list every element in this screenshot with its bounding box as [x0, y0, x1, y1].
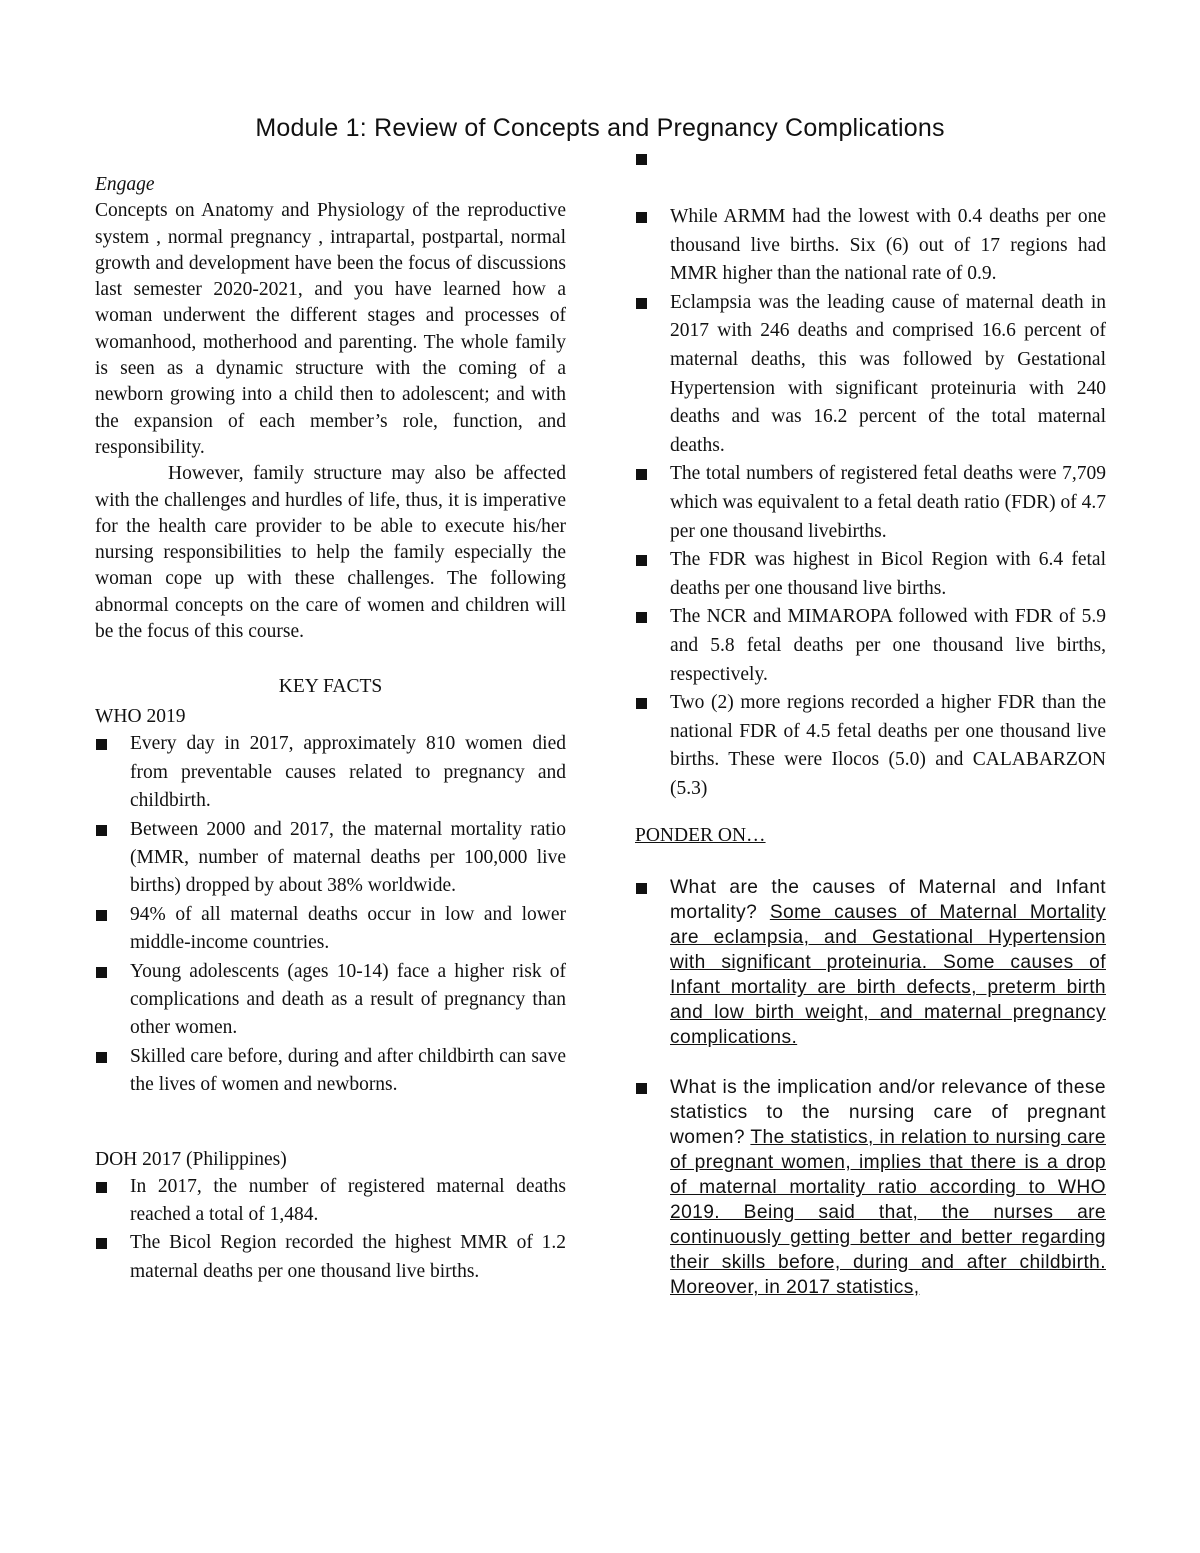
- ponder-questions: [635, 875, 1106, 1300]
- list-item: Between 2000 and 2017, the maternal mortality ratio (MMR, number of maternal deaths per 100,000 live births) dropped by about 38% worldwide.: [95, 816, 566, 901]
- intro-paragraph: Concepts on Anatomy and Physiology of the reproductive system , normal pregnancy , intrapartal, postpartal, normal growth and development have been the focus of discussions last semester 2020-2021, and you have learned how a woman underwent the different stages and processes of womanhood, motherhood and parenting. The whole family is seen as a dynamic structure with the coming of a newborn growing into a child then to adolescent; and with the expansion of each member’s role, function, and responsibility.: [95, 200, 566, 458]
- square-bullet-icon: [636, 469, 647, 480]
- square-bullet-icon: [96, 739, 107, 750]
- list-item: Two (2) more regions recorded a higher FDR than the national FDR of 4.5 fetal deaths per one thousand live births. These were Ilocos (5.0) and CALABARZON (5.3): [635, 689, 1106, 803]
- square-bullet-icon: [636, 154, 647, 165]
- ponder-question-1: [635, 875, 1106, 1050]
- square-bullet-icon: [96, 825, 107, 836]
- square-bullet-icon: [96, 1238, 107, 1249]
- empty-list-item: [635, 145, 1106, 173]
- list-item: The NCR and MIMAROPA followed with FDR of 5.9 and 5.8 fetal deaths per one thousand live births, respectively.: [635, 603, 1106, 689]
- square-bullet-icon: [96, 1052, 107, 1063]
- list-item: Eclampsia was the leading cause of maternal death in 2017 with 246 deaths and comprised 16.6 percent of maternal deaths, this was followed by Gestational Hypertension with significant proteinuria with 240 deaths and was 16.2 percent of the total maternal deaths.: [635, 289, 1106, 461]
- square-bullet-icon: [636, 883, 647, 894]
- list-item: Every day in 2017, approximately 810 women died from preventable causes related to pregnancy and childbirth.: [95, 730, 566, 815]
- doh-facts-list: [95, 1173, 566, 1287]
- square-bullet-icon: [636, 555, 647, 566]
- answer-text: The statistics, in relation to nursing care of pregnant women, implies that there is a drop of maternal mortality ratio according to WHO 2019. Being said that, the nurses are continuously getting better and better regarding their skills before, during and after childbirth. Moreover, in 2017 statistics,: [670, 1127, 1106, 1299]
- who-facts-list: [95, 730, 566, 1099]
- question-text: What are the causes of Maternal and Infant mortality?: [670, 877, 1106, 924]
- key-facts-heading: KEY FACTS: [278, 676, 383, 698]
- second-paragraph: However, family structure may also be affected with the challenges and hurdles of life, thus, it is imperative for the health care provider to be able to execute his/her nursing responsibilities to help the family especially the woman cope up with these challenges. The following abnormal concepts on the care of women and children will be the focus of this course.: [95, 463, 566, 643]
- right-column: [635, 172, 1106, 1300]
- doh-facts-list-continued: [635, 203, 1106, 803]
- answer-text: Some causes of Maternal Mortality are eclampsia, and Gestational Hypertension with significant proteinuria. Some causes of Infant mortality are birth defects, preterm birth and low birth weight, and maternal pregnancy complications.: [670, 902, 1107, 1049]
- doh-heading: DOH 2017 (Philippines): [95, 1148, 287, 1170]
- square-bullet-icon: [636, 698, 647, 709]
- list-item: 94% of all maternal deaths occur in low and lower middle-income countries.: [95, 901, 566, 958]
- list-item: Skilled care before, during and after childbirth can save the lives of women and newborns.: [95, 1043, 566, 1100]
- who-heading: WHO 2019: [95, 706, 186, 728]
- list-item: In 2017, the number of registered maternal deaths reached a total of 1,484.: [95, 1173, 566, 1230]
- list-item: The Bicol Region recorded the highest MMR of 1.2 maternal deaths per one thousand live births.: [95, 1229, 566, 1286]
- square-bullet-icon: [96, 1182, 107, 1193]
- ponder-heading: PONDER ON…: [635, 825, 766, 847]
- left-column: [95, 172, 566, 1286]
- question-text: What is the implication and/or relevance of these statistics to the nursing care of pregnant women?: [670, 1077, 1106, 1149]
- page-title: Module 1: Review of Concepts and Pregnancy Complications: [255, 114, 945, 142]
- square-bullet-icon: [636, 612, 647, 623]
- list-item: The total numbers of registered fetal deaths were 7,709 which was equivalent to a fetal death ratio (FDR) of 4.7 per one thousand livebirths.: [635, 460, 1106, 546]
- list-item: The FDR was highest in Bicol Region with 6.4 fetal deaths per one thousand live births.: [635, 546, 1106, 603]
- square-bullet-icon: [96, 967, 107, 978]
- list-item: While ARMM had the lowest with 0.4 deaths per one thousand live births. Six (6) out of 17 regions had MMR higher than the national rate of 0.9.: [635, 203, 1106, 289]
- engage-label: Engage: [95, 174, 155, 195]
- square-bullet-icon: [636, 1083, 647, 1094]
- square-bullet-icon: [636, 212, 647, 223]
- list-item: Young adolescents (ages 10-14) face a higher risk of complications and death as a result of pregnancy than other women.: [95, 958, 566, 1043]
- square-bullet-icon: [96, 910, 107, 921]
- square-bullet-icon: [636, 298, 647, 309]
- ponder-question-2: [635, 1075, 1106, 1300]
